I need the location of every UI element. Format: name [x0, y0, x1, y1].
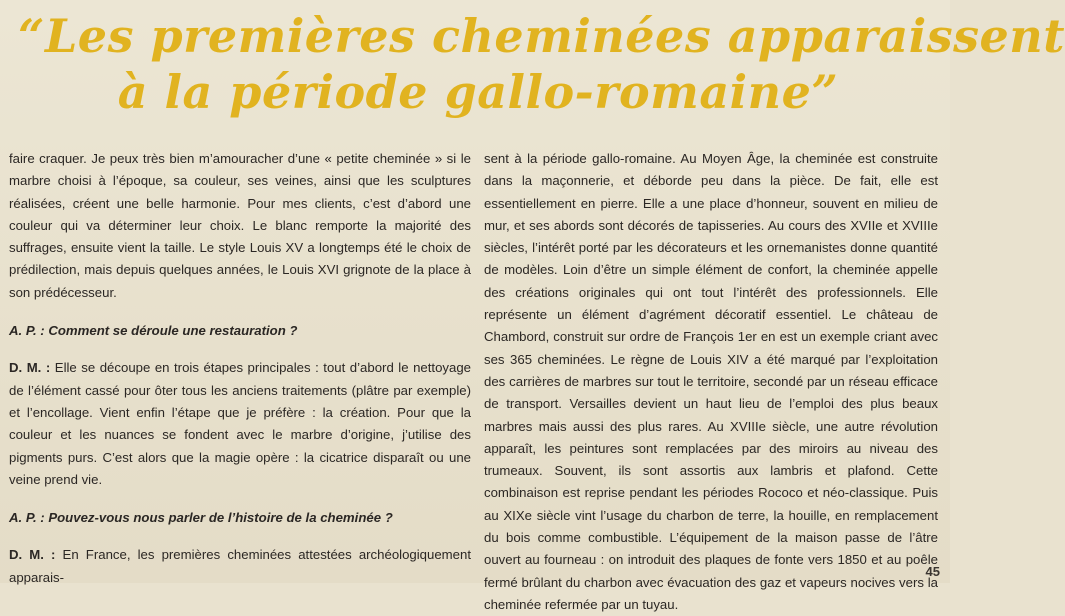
pull-quote-headline — [18, 8, 1065, 120]
answer-1-speaker: D. M. : — [9, 360, 51, 376]
page-number: 45 — [925, 564, 940, 579]
interview-answer-1 — [9, 357, 471, 491]
answer-1-text: Elle se découpe en trois étapes principales : tout d’abord le nettoyage de l’élément cassé pour ôter tous les anciens traitements (plâtre par exemple) et l’encollage. Vient enfin l’étape que je préfère : la création. Pour que la couleur et les nuances se fondent avec le marbre d’origine, j’utilise des pigments purs. C’est alors que la magie opère : la cicatrice disparaît ou une veine prend vie. — [9, 360, 472, 487]
right-column — [484, 148, 938, 616]
interview-question-1: A. P. : Comment se déroule une restauration ? — [9, 323, 298, 339]
headline-line-1: “Les premières cheminées apparaissent — [18, 9, 1065, 63]
answer-2-speaker: D. M. : — [9, 547, 56, 563]
left-column — [9, 148, 471, 589]
headline-line-2: à la période gallo-romaine” — [117, 65, 839, 119]
interview-answer-2 — [9, 544, 471, 589]
history-paragraph: sent à la période gallo-romaine. Au Moyen Âge, la cheminée est construite dans la maçonnerie, et déborde peu dans la pièce. De fait, elle est essentiellement en pierre. Elle a une place d’honneur, souvent en milieu de mur, et ses abords sont décorés de tapisseries. Au cours des XVIIe et XVIIIe siècles, l’intérêt porté par les décorateurs et les ornemanistes donne quantité de modèles. Loin d’être un simple élément de confort, la cheminée appelle des créations originales qui ont tout l’intérêt des professionnels. Elle représente un élément d’agrément décoratif essentiel. Le château de Chambord, construit sur ordre de François 1er en est un exemple criant avec ses 365 cheminées. Le règne de Louis XIV a été marqué par l’exploitation des carrières de marbres sur tout le territoire, secondé par un réseau efficace de transport. Versailles devient un haut lieu de l’emploi des plus beaux marbres mais aussi des plus rares. Au XVIIIe siècle, une autre révolution apparaît, les peintures sont remplacées par des miroirs au niveau des trumeaux. Souvent, ils sont assortis aux lambris et plafond. Cette combinaison est reprise pendant les périodes Rococo et néo-classique. Puis au XIXe siècle vint l’usage du charbon de terre, la houille, en remplacement du bois comme combustible. L’équipement de la maison passe de l’âtre ouvert au fourneau : on introduit des plaques de fonte vers 1850 et au poêle fermé brûlant du charbon avec évacuation des gaz et vapeurs nocives vers la cheminée refermée par un tuyau. — [484, 151, 938, 612]
answer-2-text: En France, les premières cheminées attestées archéologiquement apparais- — [9, 547, 471, 585]
interview-question-2: A. P. : Pouvez-vous nous parler de l’histoire de la cheminée ? — [9, 510, 393, 526]
intro-paragraph: faire craquer. Je peux très bien m’amouracher d’une « petite cheminée » si le marbre choisi à l’époque, sa couleur, ses veines, ainsi que les sculptures réalisées, créent une belle harmonie. Pour mes clients, c’est d’abord une couleur qui va déterminer leur choix. Le blanc remporte la majorité des suffrages, ensuite vient la taille. Le style Louis XV a longtemps été le choix de prédilection, mais depuis quelques années, le Louis XVI grignote de la place à son prédécesseur. — [9, 151, 471, 300]
